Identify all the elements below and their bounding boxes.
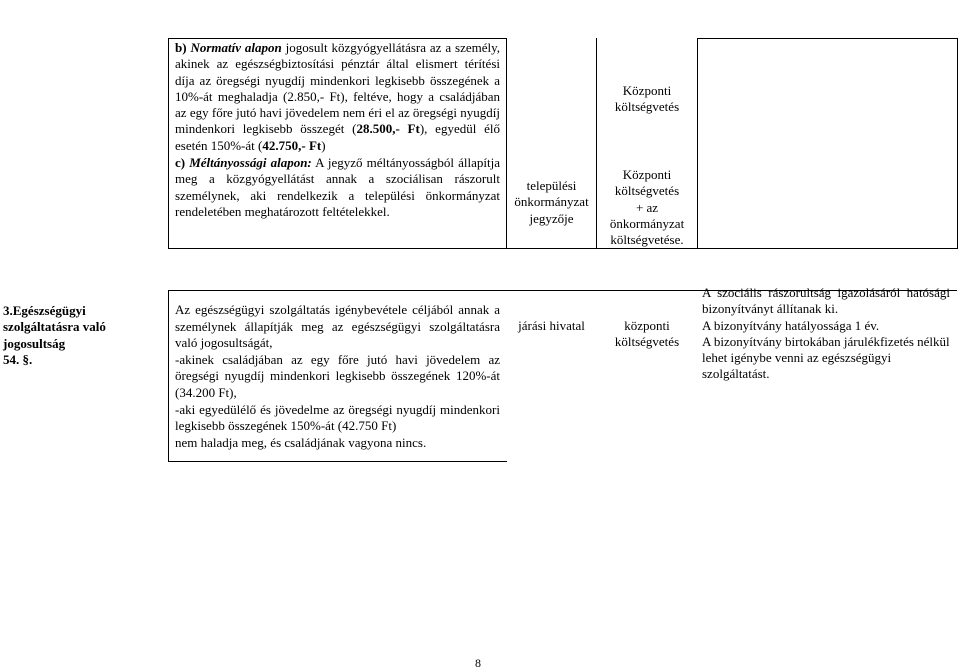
amount-value: 42.750,- Ft bbox=[262, 137, 322, 153]
section-heading-line: szolgáltatásra való bbox=[3, 319, 106, 335]
authority-cell bbox=[507, 178, 596, 227]
notes-cell bbox=[702, 285, 950, 383]
authority-line: járási hivatal bbox=[518, 318, 585, 333]
funding-cell bbox=[597, 83, 697, 116]
funding-line: Központi bbox=[622, 167, 672, 182]
paragraph-body: ), egyedül élő esetén 150%-át ( bbox=[175, 121, 500, 153]
authority-cell bbox=[507, 318, 596, 334]
table-border bbox=[168, 38, 169, 248]
funding-line: költségvetés bbox=[614, 183, 680, 199]
table-border bbox=[957, 38, 958, 248]
paragraph-body: A jegyző méltányosságból állapítja meg a közgyógyellátást annak a szociálisan rászorult személynek, aki rendelkezik a települési önkormányzat rendeletében meghatározott feltételekkel. bbox=[175, 155, 500, 219]
eligibility-text-cell bbox=[175, 40, 500, 220]
funding-cell bbox=[597, 167, 697, 248]
paragraph-body: jogosult közgyógyellátásra az a személy, akinek az egészségbiztosítási pénztár által elismert térítési díja az öregségi nyugdíj mindenkori legkisebb összegének a 10%-át meghaladja (2.850,- Ft), feltéve, hogy a családjában az egy főre jutó havi jövedelem nem éri el az öregségi nyugdíj mindenkori legkisebb összegét ( bbox=[175, 40, 501, 137]
paragraph-label: c) bbox=[175, 155, 186, 171]
authority-line: jegyzője bbox=[529, 210, 574, 226]
description-paragraph: nem haladja meg, és családjának vagyona nincs. bbox=[175, 434, 427, 450]
authority-line: önkormányzat bbox=[514, 194, 589, 210]
funding-line: + az bbox=[635, 199, 659, 215]
funding-line: központi bbox=[624, 318, 670, 333]
table-border bbox=[168, 248, 958, 249]
paragraph-title: Méltányossági alapon: bbox=[189, 155, 312, 171]
page-number: 8 bbox=[475, 656, 481, 670]
funding-line: Központi bbox=[622, 83, 672, 98]
paragraph-body: ) bbox=[321, 137, 326, 153]
paragraph-title: Normatív alapon bbox=[190, 40, 282, 55]
note-line: A bizonyítvány hatályossága 1 év. bbox=[702, 317, 880, 333]
description-paragraph: -aki egyedülélő és jövedelme az öregségi nyugdíj mindenkori legkisebb összegének 150%-át (42.750 Ft) bbox=[175, 401, 500, 434]
table-border bbox=[168, 290, 169, 462]
funding-line: költségvetés bbox=[614, 99, 680, 115]
note-line: A szociális rászorultság igazolásáról hatósági bizonyítványt állítanak ki. bbox=[702, 285, 950, 317]
section-heading-line: 3.Egészségügyi bbox=[3, 303, 86, 318]
table-border bbox=[168, 461, 507, 462]
funding-line: önkormányzat bbox=[609, 215, 685, 231]
paragraph-label: b) bbox=[175, 40, 187, 55]
table-border bbox=[697, 38, 958, 39]
section-heading-line: 54. §. bbox=[3, 351, 33, 367]
equity-paragraph bbox=[175, 155, 500, 220]
amount-value: 28.500,- Ft bbox=[356, 121, 420, 137]
funding-line: költségvetése. bbox=[610, 232, 684, 248]
section-heading-line: jogosultság bbox=[3, 335, 66, 351]
note-line: A bizonyítvány birtokában járulékfizetés nélkül lehet igénybe venni az egészségügyi szolgáltatást. bbox=[702, 333, 950, 382]
normative-paragraph bbox=[175, 40, 500, 154]
description-paragraph: Az egészségügyi szolgáltatás igénybevétele céljából annak a személynek állapítják meg az egészségügyi szolgáltatásra való jogosultságát, bbox=[175, 302, 500, 351]
table-border bbox=[697, 38, 698, 248]
funding-line: költségvetés bbox=[614, 334, 680, 350]
table-border bbox=[168, 38, 507, 39]
description-paragraph: -akinek családjában az egy főre jutó havi jövedelem az öregségi nyugdíj mindenkori legkisebb összegének 120%-át (34.200 Ft), bbox=[175, 351, 500, 400]
funding-cell bbox=[597, 318, 697, 351]
service-description-cell bbox=[175, 302, 500, 451]
authority-line: települési bbox=[526, 178, 577, 193]
section-heading-cell bbox=[3, 303, 163, 368]
